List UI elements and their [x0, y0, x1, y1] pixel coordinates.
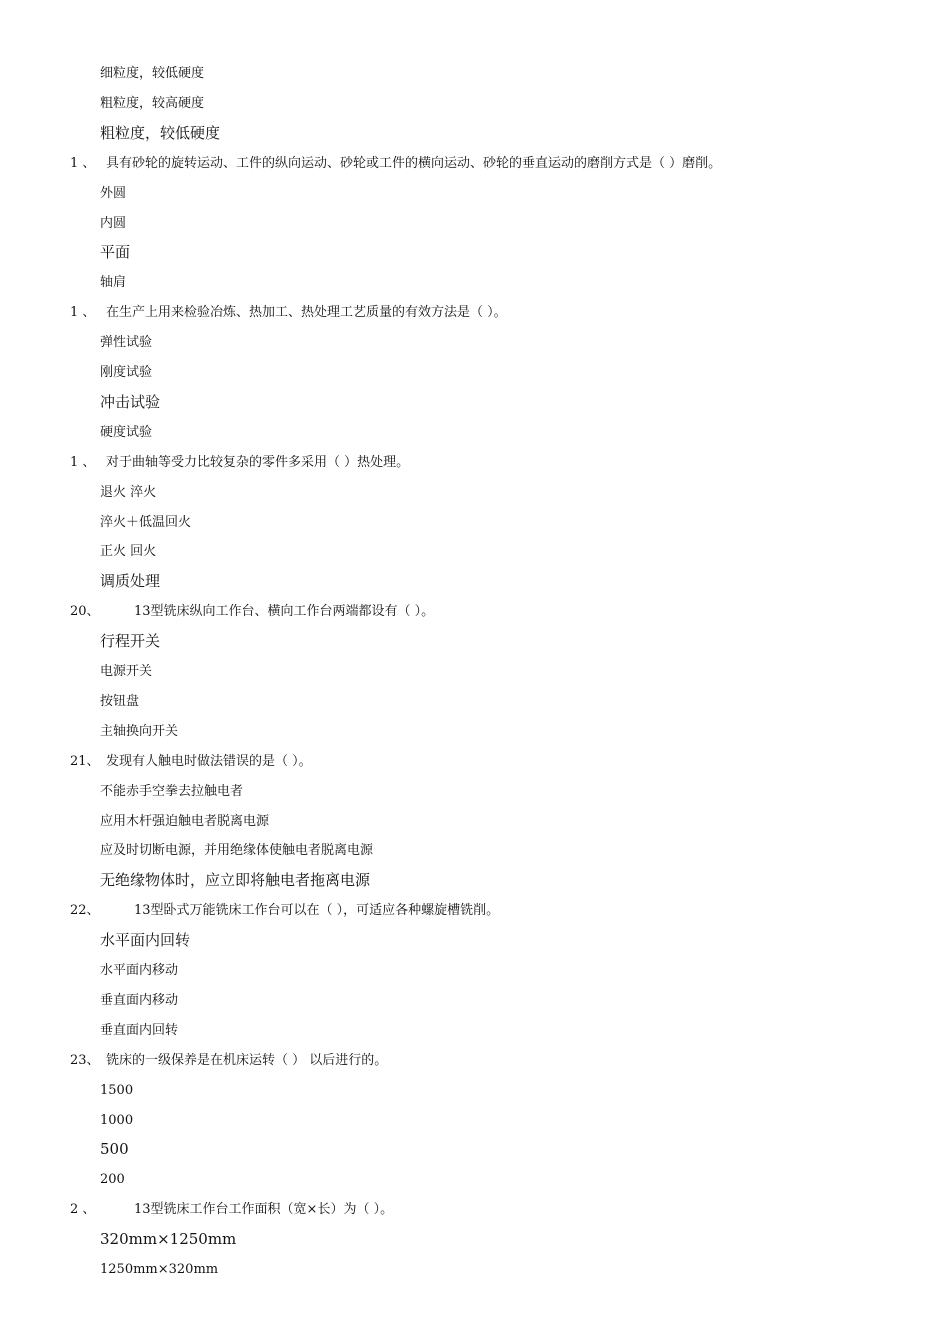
question-number: 1 、 [70, 305, 96, 321]
answer-option: 退火 淬火 [100, 484, 157, 500]
question-text: 具有砂轮的旋转运动、工件的纵向运动、砂轮或工件的横向运动、砂轮的垂直运动的磨削方式是（ ）磨削。 [106, 155, 722, 171]
question-text: 对于曲轴等受力比较复杂的零件多采用（ ）热处理。 [106, 454, 410, 470]
question [70, 454, 409, 472]
answer-option: 淬火＋低温回火 [100, 514, 192, 530]
answer-option: 冲击试验 [100, 392, 161, 411]
answer-option: 500 [100, 1140, 129, 1159]
answer-option: 1500 [100, 1082, 134, 1098]
answer-option: 水平面内回转 [100, 931, 191, 950]
answer-option: 电源开关 [100, 664, 153, 679]
answer-option: 不能赤手空拳去拉触电者 [100, 783, 244, 799]
answer-option: 主轴换向开关 [100, 723, 179, 739]
question-text: 卧式万能铣床工作台可以在（ ），可适应各种螺旋槽铣削。 [163, 903, 500, 919]
answer-option: 水平面内移动 [100, 963, 179, 978]
machine-model: 13型 [134, 1202, 164, 1218]
answer-option: 应及时切断电源，并用绝缘体使触电者脱离电源 [100, 843, 374, 859]
answer-option: 垂直面内移动 [100, 992, 179, 1008]
question-text: 在生产上用来检验冶炼、热加工、热处理工艺质量的有效方法是（ ）。 [106, 305, 507, 321]
question-number: 1 、 [70, 454, 96, 470]
answer-option: 200 [100, 1172, 125, 1188]
answer-option: 垂直面内回转 [100, 1022, 179, 1038]
machine-model: 13型 [134, 604, 164, 620]
question-number: 21、 [70, 753, 100, 769]
answer-option: 行程开关 [100, 632, 161, 651]
answer-option: 平面 [100, 243, 131, 262]
question-text: 铣床的一级保养是在机床运转（ ） 以后进行的。 [106, 1052, 388, 1068]
question [70, 304, 507, 322]
question-text: 铣床纵向工作台、横向工作台两端都设有（ ）。 [163, 604, 435, 620]
question-text: 发现有人触电时做法错误的是（ ）。 [106, 753, 312, 769]
question [70, 1201, 393, 1219]
answer-option: 正火 回火 [100, 544, 157, 560]
answer-option: 320mm×1250mm [100, 1230, 237, 1249]
answer-option: 硬度试验 [100, 424, 153, 440]
answer-option: 刚度试验 [100, 365, 153, 380]
answer-option: 粗粒度，较高硬度 [100, 95, 205, 111]
answer-option: 内圆 [100, 215, 127, 231]
answer-option: 应用木杆强迫触电者脱离电源 [100, 813, 270, 829]
machine-model: 13型 [134, 903, 164, 919]
question-number: 23、 [70, 1052, 100, 1068]
question-number: 22、 [70, 903, 100, 919]
answer-option: 按钮盘 [100, 693, 140, 709]
answer-option: 细粒度，较低硬度 [100, 66, 205, 81]
question [70, 155, 721, 173]
question [70, 1052, 387, 1070]
question-number: 1 、 [70, 155, 96, 171]
question [70, 902, 499, 920]
answer-option: 1000 [100, 1112, 134, 1128]
answer-option: 1250mm×320mm [100, 1262, 219, 1277]
answer-option: 调质处理 [100, 572, 161, 591]
question-text: 铣床工作台工作面积（宽×长）为（ ）。 [163, 1202, 394, 1218]
question [70, 753, 312, 771]
answer-option: 无绝缘物体时，应立即将触电者拖离电源 [100, 871, 371, 890]
answer-option: 轴肩 [100, 275, 127, 291]
question-number: 2 、 [70, 1202, 96, 1218]
answer-option: 外圆 [100, 185, 127, 201]
answer-option: 弹性试验 [100, 335, 153, 351]
question [70, 603, 434, 621]
answer-option: 粗粒度，较低硬度 [100, 123, 221, 142]
question-number: 20、 [70, 604, 100, 620]
